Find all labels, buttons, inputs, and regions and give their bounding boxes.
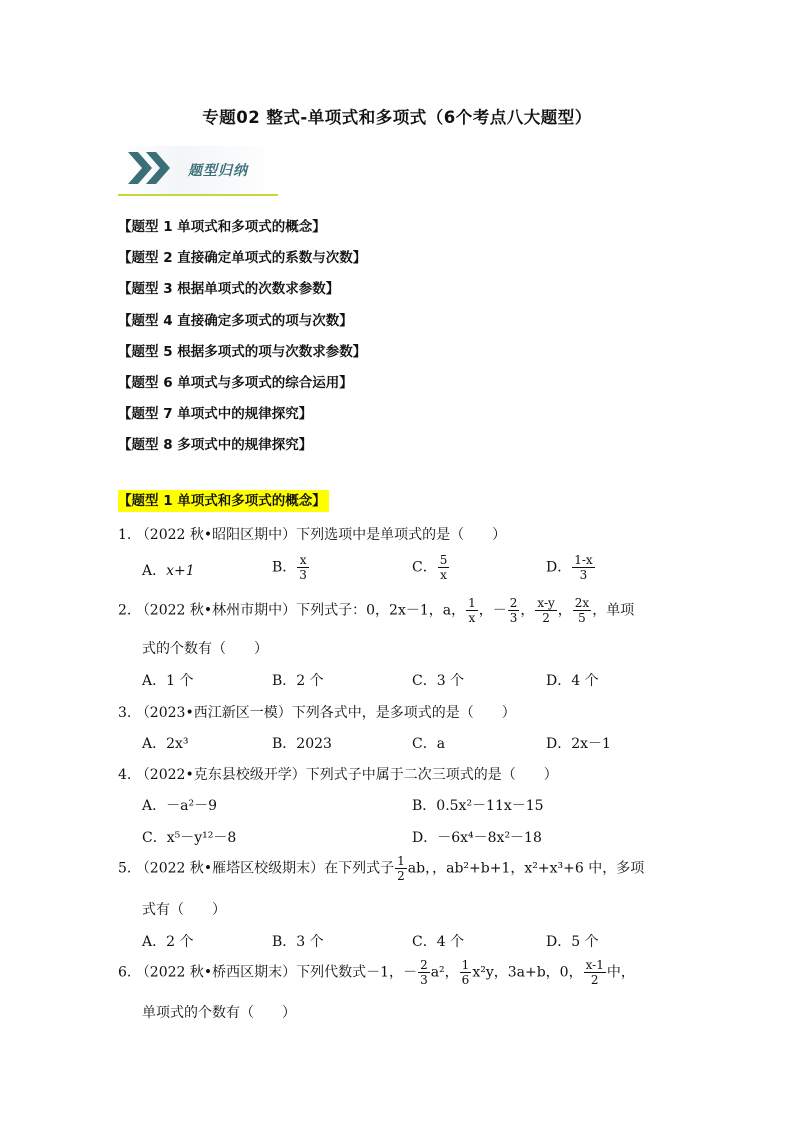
topic-item-6[interactable]: 【题型 6 单项式与多项式的综合运用】 [118, 374, 353, 391]
denominator: 6 [461, 973, 470, 987]
denominator: x [440, 568, 447, 582]
question-stem: （2022 秋•昭阳区期中）下列选项中是单项式的是（ ） [135, 527, 507, 543]
denominator: 2 [397, 869, 405, 883]
option-d[interactable] [546, 553, 596, 582]
question-1 [118, 524, 506, 544]
topic-item-1[interactable]: 【题型 1 单项式和多项式的概念】 [118, 219, 326, 235]
topic-item-4[interactable]: 【题型 4 直接确定多项式的项与次数】 [118, 312, 353, 329]
question-stem: 中， [606, 964, 635, 981]
denominator: 3 [509, 611, 518, 625]
fraction [395, 854, 407, 883]
option-a[interactable]: A．－a²－9 [142, 798, 217, 814]
fraction [418, 958, 430, 987]
option-c[interactable]: C．a [412, 736, 446, 752]
topic-item-2[interactable]: 【题型 2 直接确定单项式的系数与次数】 [118, 250, 367, 267]
denominator: 5 [578, 611, 586, 625]
fraction [573, 596, 591, 625]
numerator: 1 [468, 596, 476, 610]
numerator: 5 [439, 553, 448, 567]
topic-item-5[interactable]: 【题型 5 根据多项式的项与次数求参数】 [118, 343, 367, 360]
fraction [508, 596, 520, 625]
separator: ， [520, 602, 535, 619]
option-a[interactable] [142, 560, 195, 580]
section-heading: 【题型 1 单项式和多项式的概念】 [118, 490, 329, 512]
question-6 [118, 958, 635, 987]
denominator: x [468, 611, 476, 625]
numerator: x-1 [585, 958, 604, 972]
topic-item-3[interactable]: 【题型 3 根据单项式的次数求参数】 [118, 281, 340, 298]
question-2 [118, 596, 634, 625]
question-number: 3. [118, 705, 132, 721]
option-label: C． [412, 559, 437, 576]
expression-tail: a²， [430, 964, 459, 981]
option-b[interactable]: B．2023 [272, 736, 332, 752]
question-stem: （2022 秋•雁塔区校级期末）在下列式子 [135, 860, 395, 877]
question-6-continued: 单项式的个数有（ ） [142, 1005, 296, 1021]
option-d[interactable]: D．5 个 [546, 934, 599, 950]
fraction [466, 596, 478, 625]
fraction [584, 958, 606, 987]
double-chevron-icon [126, 148, 182, 188]
option-a[interactable]: A．2x³ [142, 736, 189, 752]
section-banner [118, 146, 278, 196]
topic-item-7[interactable]: 【题型 7 单项式中的规律探究】 [118, 406, 313, 423]
option-c[interactable] [412, 553, 450, 582]
question-number: 4. [118, 767, 132, 783]
numerator: 2x [574, 596, 590, 610]
option-c[interactable]: C．x⁵－y¹²－8 [142, 830, 237, 846]
question-stem: ab，，ab²+b+1，x²+x³+6 中，多项 [407, 860, 645, 877]
fraction [535, 596, 556, 625]
question-5-continued: 式有（ ） [142, 902, 226, 918]
topic-item-8[interactable]: 【题型 8 多项式中的规律探究】 [118, 437, 313, 454]
numerator: 2 [420, 958, 428, 972]
fraction [438, 553, 450, 582]
option-a[interactable]: A．1 个 [142, 673, 194, 689]
question-2-continued: 式的个数有（ ） [142, 641, 268, 657]
question-stem: （2022 秋•林州市期中）下列式子：0，2x－1，a， [135, 602, 466, 619]
question-number: 1. [118, 527, 132, 543]
page-title: 专题02 整式-单项式和多项式（6个考点八大题型） [202, 108, 592, 127]
question-number: 5. [118, 860, 132, 877]
denominator: 2 [542, 611, 550, 625]
option-d[interactable]: D．4 个 [546, 673, 599, 689]
separator: ， [557, 602, 572, 619]
fraction [297, 553, 309, 582]
option-label: A． [142, 563, 167, 579]
denominator: 3 [420, 973, 428, 987]
denominator: 3 [579, 568, 588, 582]
numerator: 1 [461, 958, 470, 972]
question-number: 2. [118, 602, 132, 619]
question-3 [118, 702, 516, 722]
option-d[interactable]: D．－6x⁴－8x²－18 [412, 830, 542, 846]
option-expression: x+1 [166, 563, 195, 579]
numerator: 1-x [574, 553, 593, 567]
option-a[interactable]: A．2 个 [142, 934, 194, 950]
sign: － [403, 964, 418, 981]
numerator: x [297, 553, 309, 568]
fraction [460, 958, 472, 987]
option-b[interactable]: B．2 个 [272, 673, 324, 689]
option-b[interactable] [272, 553, 310, 582]
numerator: x-y [537, 596, 555, 610]
option-b[interactable]: B．3 个 [272, 934, 324, 950]
option-c[interactable]: C．3 个 [412, 673, 465, 689]
sign: － [492, 602, 507, 619]
numerator: 2 [509, 596, 518, 610]
expression-tail: x²y，3a+b，0， [472, 964, 583, 981]
question-stem: （2022•克东县校级开学）下列式子中属于二次三项式的是（ ） [135, 767, 558, 783]
option-d[interactable]: D．2x－1 [546, 736, 611, 752]
option-label: D． [546, 559, 572, 576]
option-label: B． [272, 559, 297, 576]
topic-list [118, 212, 366, 462]
denominator: 3 [299, 568, 307, 582]
numerator: 1 [397, 854, 405, 868]
question-stem: （2022 秋•桥西区期末）下列代数式－1， [135, 964, 404, 981]
denominator: 2 [590, 973, 599, 987]
question-4 [118, 764, 558, 784]
banner-label: 题型归纳 [188, 163, 248, 179]
question-stem: （2023•西江新区一模）下列各式中，是多项式的是（ ） [135, 705, 516, 721]
option-b[interactable]: B．0.5x²－11x－15 [412, 798, 544, 814]
question-number: 6. [118, 964, 132, 981]
question-stem: ，单项 [592, 602, 635, 619]
fraction [572, 553, 594, 582]
separator: ， [478, 602, 493, 619]
question-5 [118, 854, 644, 883]
option-c[interactable]: C．4 个 [412, 934, 465, 950]
